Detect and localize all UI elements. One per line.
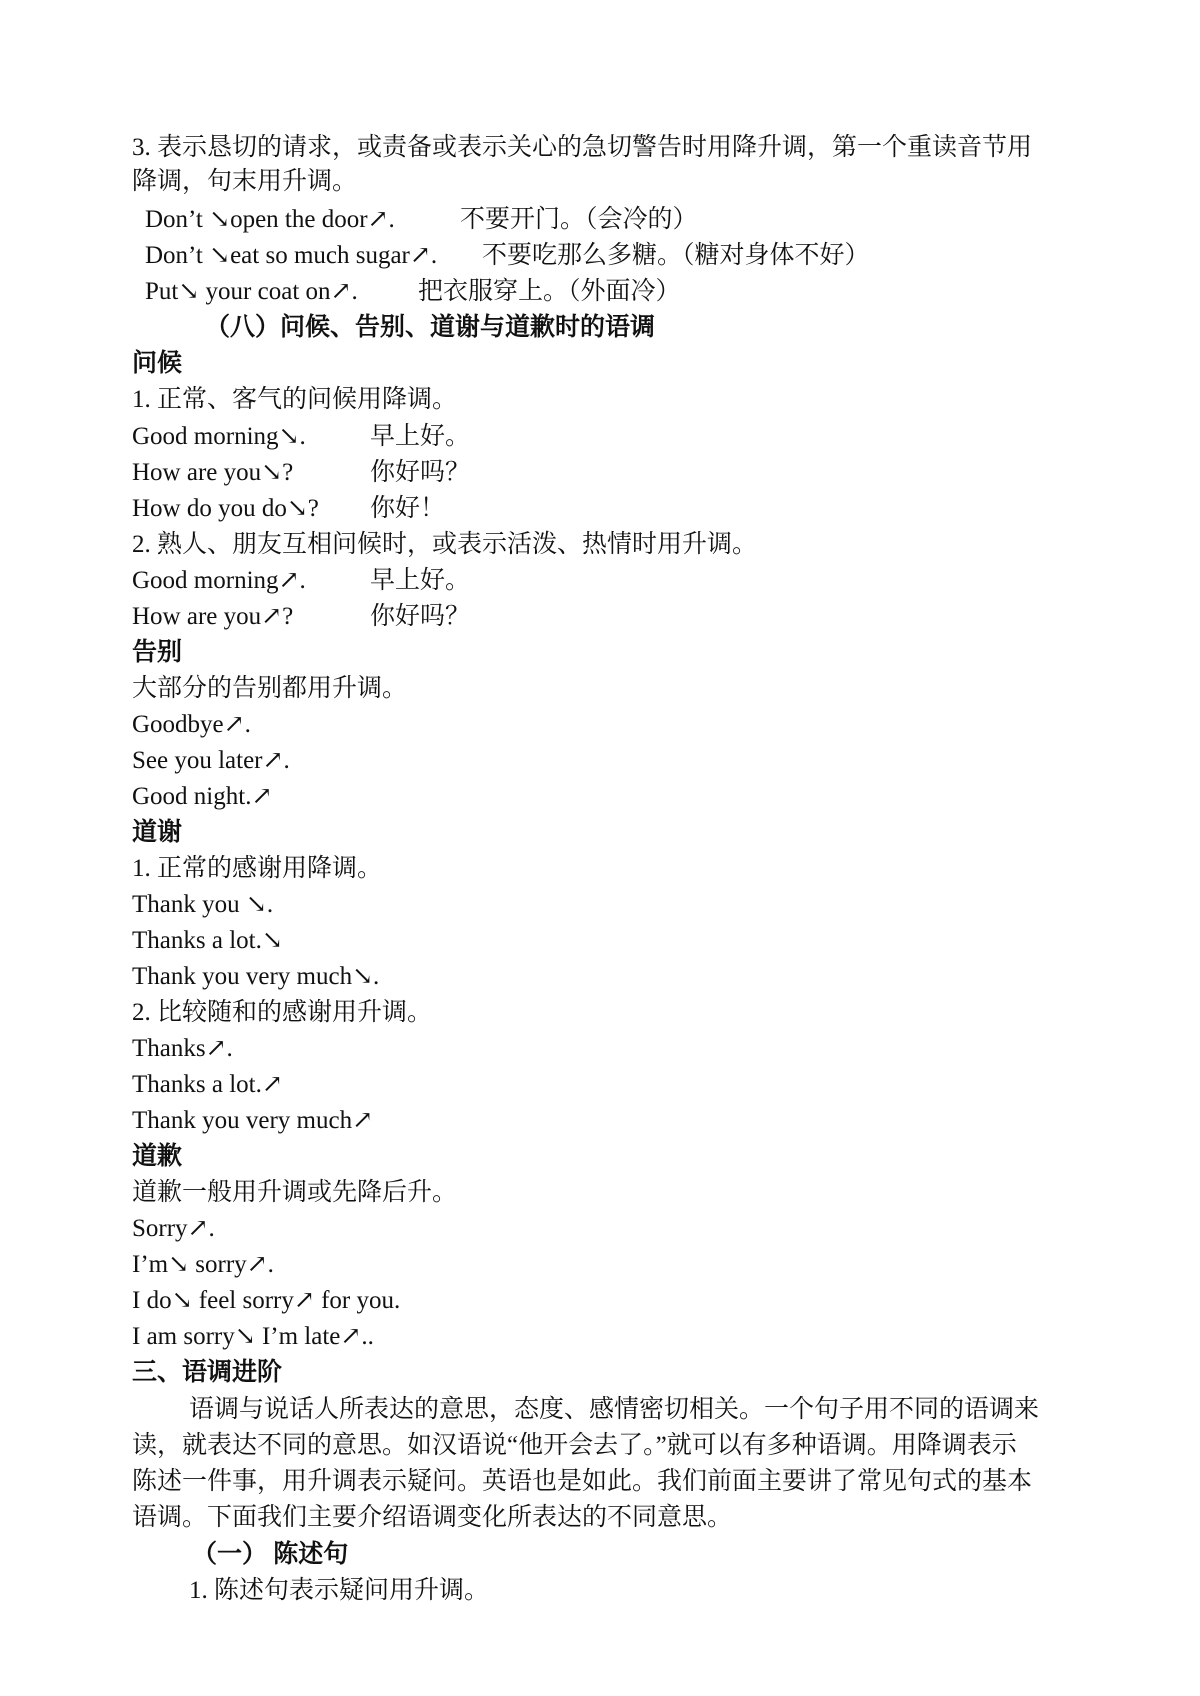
thanks-example: Thanks a lot.↘ [132, 927, 283, 954]
farewell-rule: 大部分的告别都用升调。 [132, 675, 408, 702]
thanks-example: Thanks↗. [132, 1035, 233, 1062]
greeting-example-cn: 你好吗？ [370, 459, 471, 486]
paragraph-line: 陈述一件事，用升调表示疑问。英语也是如此。我们前面主要讲了常见句式的基本 [132, 1468, 1033, 1495]
subsection-rule: 1. 陈述句表示疑问用升调。 [189, 1577, 490, 1604]
heading-greeting: 问候 [132, 350, 183, 377]
paragraph-line: 语调。下面我们主要介绍语调变化所表达的不同意思。 [132, 1504, 733, 1531]
apology-example: I’m↘ sorry↗. [132, 1251, 274, 1278]
apology-example: I am sorry↘ I’m late↗.. [132, 1323, 374, 1350]
greeting-example-en: Good morning↗. [132, 567, 306, 594]
greeting-rule1: 1. 正常、客气的问候用降调。 [132, 386, 458, 413]
thanks-example: Thank you ↘. [132, 891, 274, 918]
apology-example: I do↘ feel sorry↗ for you. [132, 1287, 401, 1314]
thanks-example: Thank you very much↘. [132, 963, 380, 990]
example-translation: 不要吃那么多糖。（糖对身体不好） [482, 242, 870, 269]
example-en: Don’t ↘eat so much sugar↗. [145, 242, 438, 269]
paragraph-line: 语调与说话人所表达的意思，态度、感情密切相关。一个句子用不同的语调来 [189, 1396, 1040, 1423]
thanks-rule1: 1. 正常的感谢用降调。 [132, 855, 383, 882]
farewell-example: Good night.↗ [132, 783, 273, 810]
paragraph-line: 读，就表达不同的意思。如汉语说“他开会去了。”就可以有多种语调。用降调表示 [132, 1432, 1017, 1459]
greeting-example-cn: 早上好。 [370, 567, 471, 594]
greeting-rule2: 2. 熟人、朋友互相问候时，或表示活泼、热情时用升调。 [132, 531, 758, 558]
example-translation: 不要开门。（会冷的） [460, 206, 698, 233]
example-sentence [145, 239, 437, 273]
example-sentence [145, 275, 358, 309]
section-title: （八）问候、告别、道谢与道歉时的语调 [205, 314, 656, 341]
greeting-example-cn: 你好吗？ [370, 603, 471, 630]
apology-example: Sorry↗. [132, 1215, 215, 1242]
example-sentence [145, 203, 395, 237]
greeting-example-en: How are you↗? [132, 603, 294, 630]
greeting-example-cn: 你好！ [370, 495, 446, 522]
greeting-example-cn: 早上好。 [370, 423, 471, 450]
greeting-example-en: How do you do↘? [132, 495, 319, 522]
heading-apology: 道歉 [132, 1143, 183, 1170]
point3-line2: 降调，句末用升调。 [132, 168, 358, 195]
farewell-example: Goodbye↗. [132, 711, 251, 738]
farewell-example: See you later↗. [132, 747, 290, 774]
thanks-example: Thank you very much↗ [132, 1107, 374, 1134]
greeting-example-en: Good morning↘. [132, 423, 306, 450]
heading-section3: 三、语调进阶 [132, 1359, 283, 1386]
point3-line1: 3. 表示恳切的请求，或责备或表示关心的急切警告时用降升调，第一个重读音节用 [132, 134, 1033, 161]
apology-rule: 道歉一般用升调或先降后升。 [132, 1179, 458, 1206]
heading-thanks: 道谢 [132, 819, 183, 846]
greeting-example-en: How are you↘? [132, 459, 294, 486]
example-en: Don’t ↘open the door↗. [145, 206, 395, 233]
thanks-rule2: 2. 比较随和的感谢用升调。 [132, 999, 433, 1026]
heading-farewell: 告别 [132, 639, 183, 666]
example-en: Put↘ your coat on↗. [145, 278, 358, 305]
thanks-example: Thanks a lot.↗ [132, 1071, 283, 1098]
subsection-title: （一） 陈述句 [192, 1541, 349, 1568]
example-translation: 把衣服穿上。（外面冷） [418, 278, 681, 305]
